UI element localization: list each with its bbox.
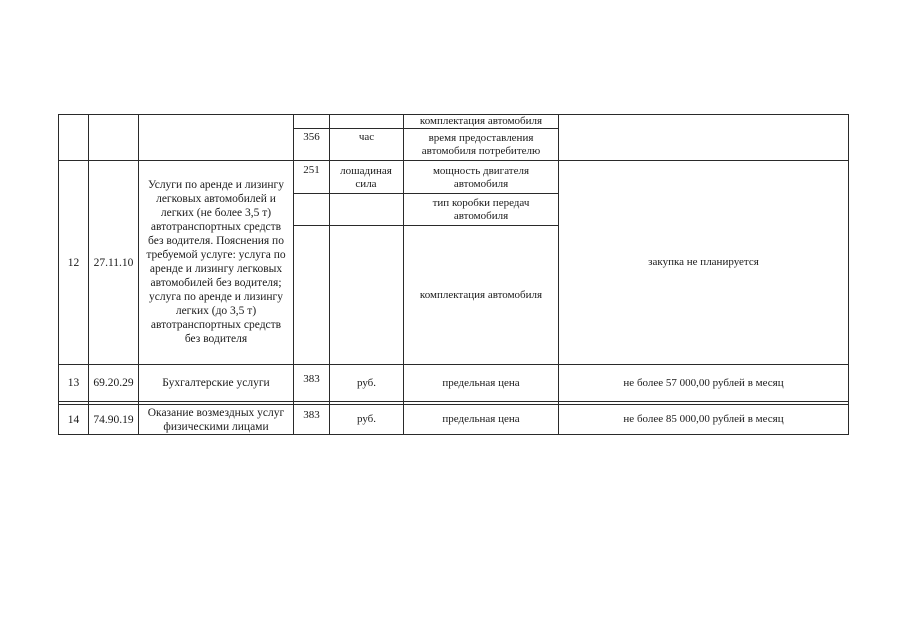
row12-char-3: комплектация автомобиля xyxy=(419,288,543,301)
row12-char-2: тип коробки передач автомобиля xyxy=(432,196,530,222)
row14-unit: руб. xyxy=(356,413,377,425)
row13-unit: руб. xyxy=(356,376,377,389)
row13-okpd: 69.20.29 xyxy=(93,377,134,389)
row12-char-1: мощность двигателя автомобиля xyxy=(432,164,530,190)
row12-okpd: 27.11.10 xyxy=(93,256,134,269)
rule-bottom xyxy=(58,434,848,435)
cont-char-2: время предоставления автомобиля потребителю xyxy=(421,131,541,157)
row12-value: закупка не планируется xyxy=(648,256,759,268)
row12-name: Услуги по аренде и лизингу легковых автомобилей и легких (не более 3,5 т) автотранспортных средств без водителя. Пояснения по требуемой услуге: услуга по аренде и лизингу легковых автомобилей без водителя; услуга по аренде и лизингу легких (до 3,5 т) автотранспортных средств без водителя xyxy=(146,179,286,345)
row14-okpd: 74.90.19 xyxy=(93,413,134,426)
row14-char: предельная цена xyxy=(442,413,520,425)
cont-unit-2: час xyxy=(358,130,375,143)
row14-value: не более 85 000,00 рублей в месяц xyxy=(623,413,784,425)
rule-row13-bottom xyxy=(58,401,848,402)
cont-char-1: комплектация автомобиля xyxy=(419,115,543,127)
row14-code: 383 xyxy=(303,409,320,421)
row13-name: Бухгалтерские услуги xyxy=(162,377,270,389)
cont-code-2: 356 xyxy=(303,130,320,143)
row13-value: не более 57 000,00 рублей в месяц xyxy=(623,376,784,389)
row13-code: 383 xyxy=(303,373,320,385)
row12-code-1: 251 xyxy=(303,164,320,176)
col-right xyxy=(848,114,849,435)
row13-char: предельная цена xyxy=(442,376,520,389)
row14-name: Оказание возмездных услуг физическими лицами xyxy=(147,406,285,433)
row13-number: 13 xyxy=(67,377,80,389)
row12-unit-1: лошадиная сила xyxy=(340,164,392,190)
row14-number: 14 xyxy=(67,413,80,426)
row12-number: 12 xyxy=(67,256,80,269)
